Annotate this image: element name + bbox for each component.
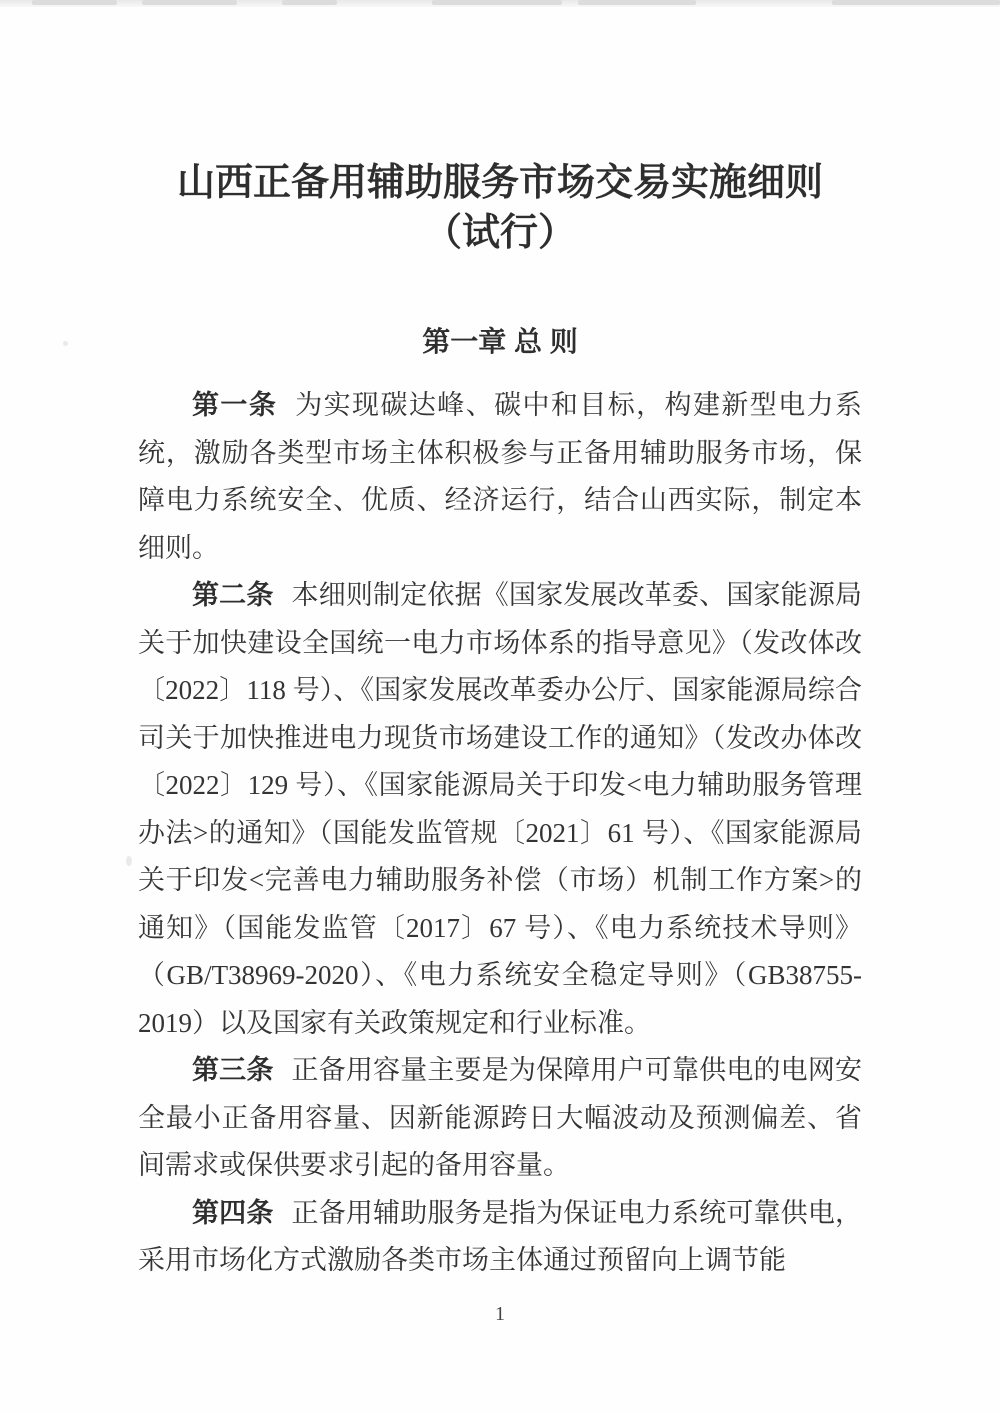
- article-2-text: 本细则制定依据《国家发展改革委、国家能源局关于加快建设全国统一电力市场体系的指导意见》（发改体改〔2022〕118 号）、《国家发展改革委办公厅、国家能源局综合司关于加快推进电力现货市场建设工作的通知》（发改办体改〔2022〕129 号）、《国家能源局关于印发<电力辅助服务管理办法>的通知》（国能发监管规〔2021〕61 号）、《国家能源局关于印发<完善电力辅助服务补偿（市场）机制工作方案>的通知》（国能发监管〔2017〕67 号）、《电力系统技术导则》（GB/T38969-2020）、《电力系统安全稳定导则》（GB38755-2019）以及国家有关政策规定和行业标准。: [138, 580, 863, 1038]
- document-body: [138, 362, 862, 1285]
- article-3-label: 第三条: [192, 1055, 274, 1085]
- article-4-paragraph: [138, 1190, 862, 1285]
- article-1-paragraph: [138, 382, 862, 572]
- scan-speck: [63, 341, 68, 346]
- scan-edge-artifact: [0, 0, 1000, 7]
- article-1-label: 第一条: [192, 390, 278, 420]
- page-number: 1: [495, 1303, 505, 1325]
- article-1-text: 为实现碳达峰、碳中和目标，构建新型电力系统，激励各类型市场主体积极参与正备用辅助服务市场，保障电力系统安全、优质、经济运行，结合山西实际，制定本细则。: [138, 390, 863, 563]
- document-title: [138, 0, 862, 258]
- title-line-2: （试行）: [423, 212, 576, 254]
- article-2-paragraph: [138, 572, 862, 1047]
- chapter-heading: 第一章 总 则: [422, 326, 578, 357]
- scan-speck: [126, 856, 132, 866]
- article-3-paragraph: [138, 1047, 862, 1190]
- article-4-text: 正备用辅助服务是指为保证电力系统可靠供电，采用市场化方式激励各类市场主体通过预留向上调节能: [138, 1197, 863, 1275]
- article-3-text: 正备用容量主要是为保障用户可靠供电的电网安全最小正备用容量、因新能源跨日大幅波动及预测偏差、省间需求或保供要求引起的备用容量。: [138, 1055, 863, 1180]
- article-4-label: 第四条: [192, 1197, 274, 1228]
- document-content: [138, 0, 862, 1285]
- article-2-label: 第二条: [192, 580, 274, 610]
- title-line-1: 山西正备用辅助服务市场交易实施细则: [176, 162, 823, 204]
